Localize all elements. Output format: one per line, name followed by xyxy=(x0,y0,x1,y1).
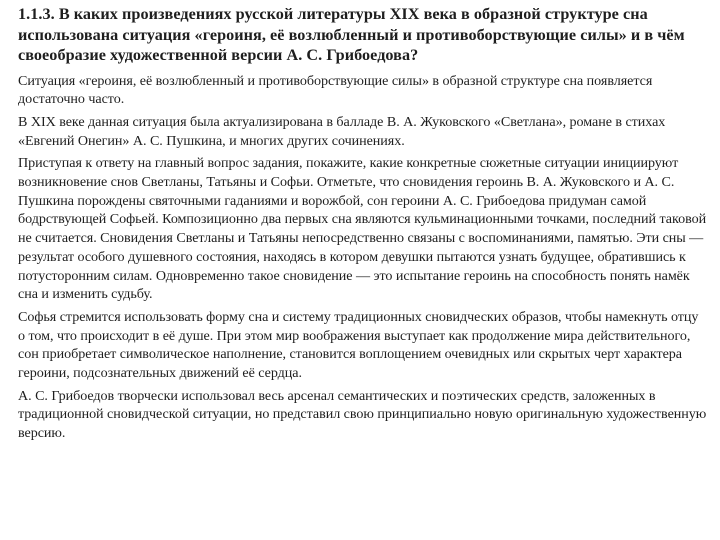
question-title: 1.1.3. В каких произведениях русской литературы XIX века в образной структуре сна использована ситуация «героиня, её возлюбленный и противоборствующие силы» и в чём своеобразие художественной версии А. С. Грибоедова? xyxy=(18,5,685,64)
answer-paragraph-conclusion: А. С. Грибоедов творчески использовал весь арсенал семантических и поэтических средств, заложенных в традиционной сновидческой ситуации, но представил свою принципиально новую оригинальную художественную версию. xyxy=(18,387,707,442)
answer-paragraph-sofya: Софья стремится использовать форму сна и систему традиционных сновидческих образов, чтобы намекнуть отцу о том, что происходит в её душе. При этом мир воображения выступает как продолжение мира действительного, сон приобретает символическое наполнение, становится воплощением очевидных или скрытых черт характера героини, подсознательных движений её сердца. xyxy=(18,308,699,382)
answer-paragraph-analysis: Приступая к ответу на главный вопрос задания, покажите, какие конкретные сюжетные ситуации инициируют возникновение снов Светланы, Татьяны и Софьи. Отметьте, что сновидения героинь В. А. Жуковского и А. С. Пушкина порождены святочными гаданиями и ворожбой, сон героини А. С. Грибоедова придуман самой бодрствующей Софьей. Композиционно два первых сна являются кульминационными точками, последний таковой не считается. Сновидения Светланы и Татьяны непосредственно связаны с воспоминаниями, памятью. Эти сны — результат особого душевного состояния, находясь в котором девушки пытаются узнать будущее, обратившись к потусторонним силам. Одновременно такое сновидение — это испытание героинь на способность понять намёк сна и изменить судьбу. xyxy=(18,155,707,303)
document-page xyxy=(18,4,708,447)
answer-paragraph-intro: Ситуация «героиня, её возлюбленный и противоборствующие силы» в образной структуре сна появляется достаточно часто. xyxy=(18,72,653,108)
answer-paragraph-works: В XIX веке данная ситуация была актуализирована в балладе В. А. Жуковского «Светлана», романе в стихах «Евгений Онегин» А. С. Пушкина, и многих других сочинениях. xyxy=(18,113,666,149)
